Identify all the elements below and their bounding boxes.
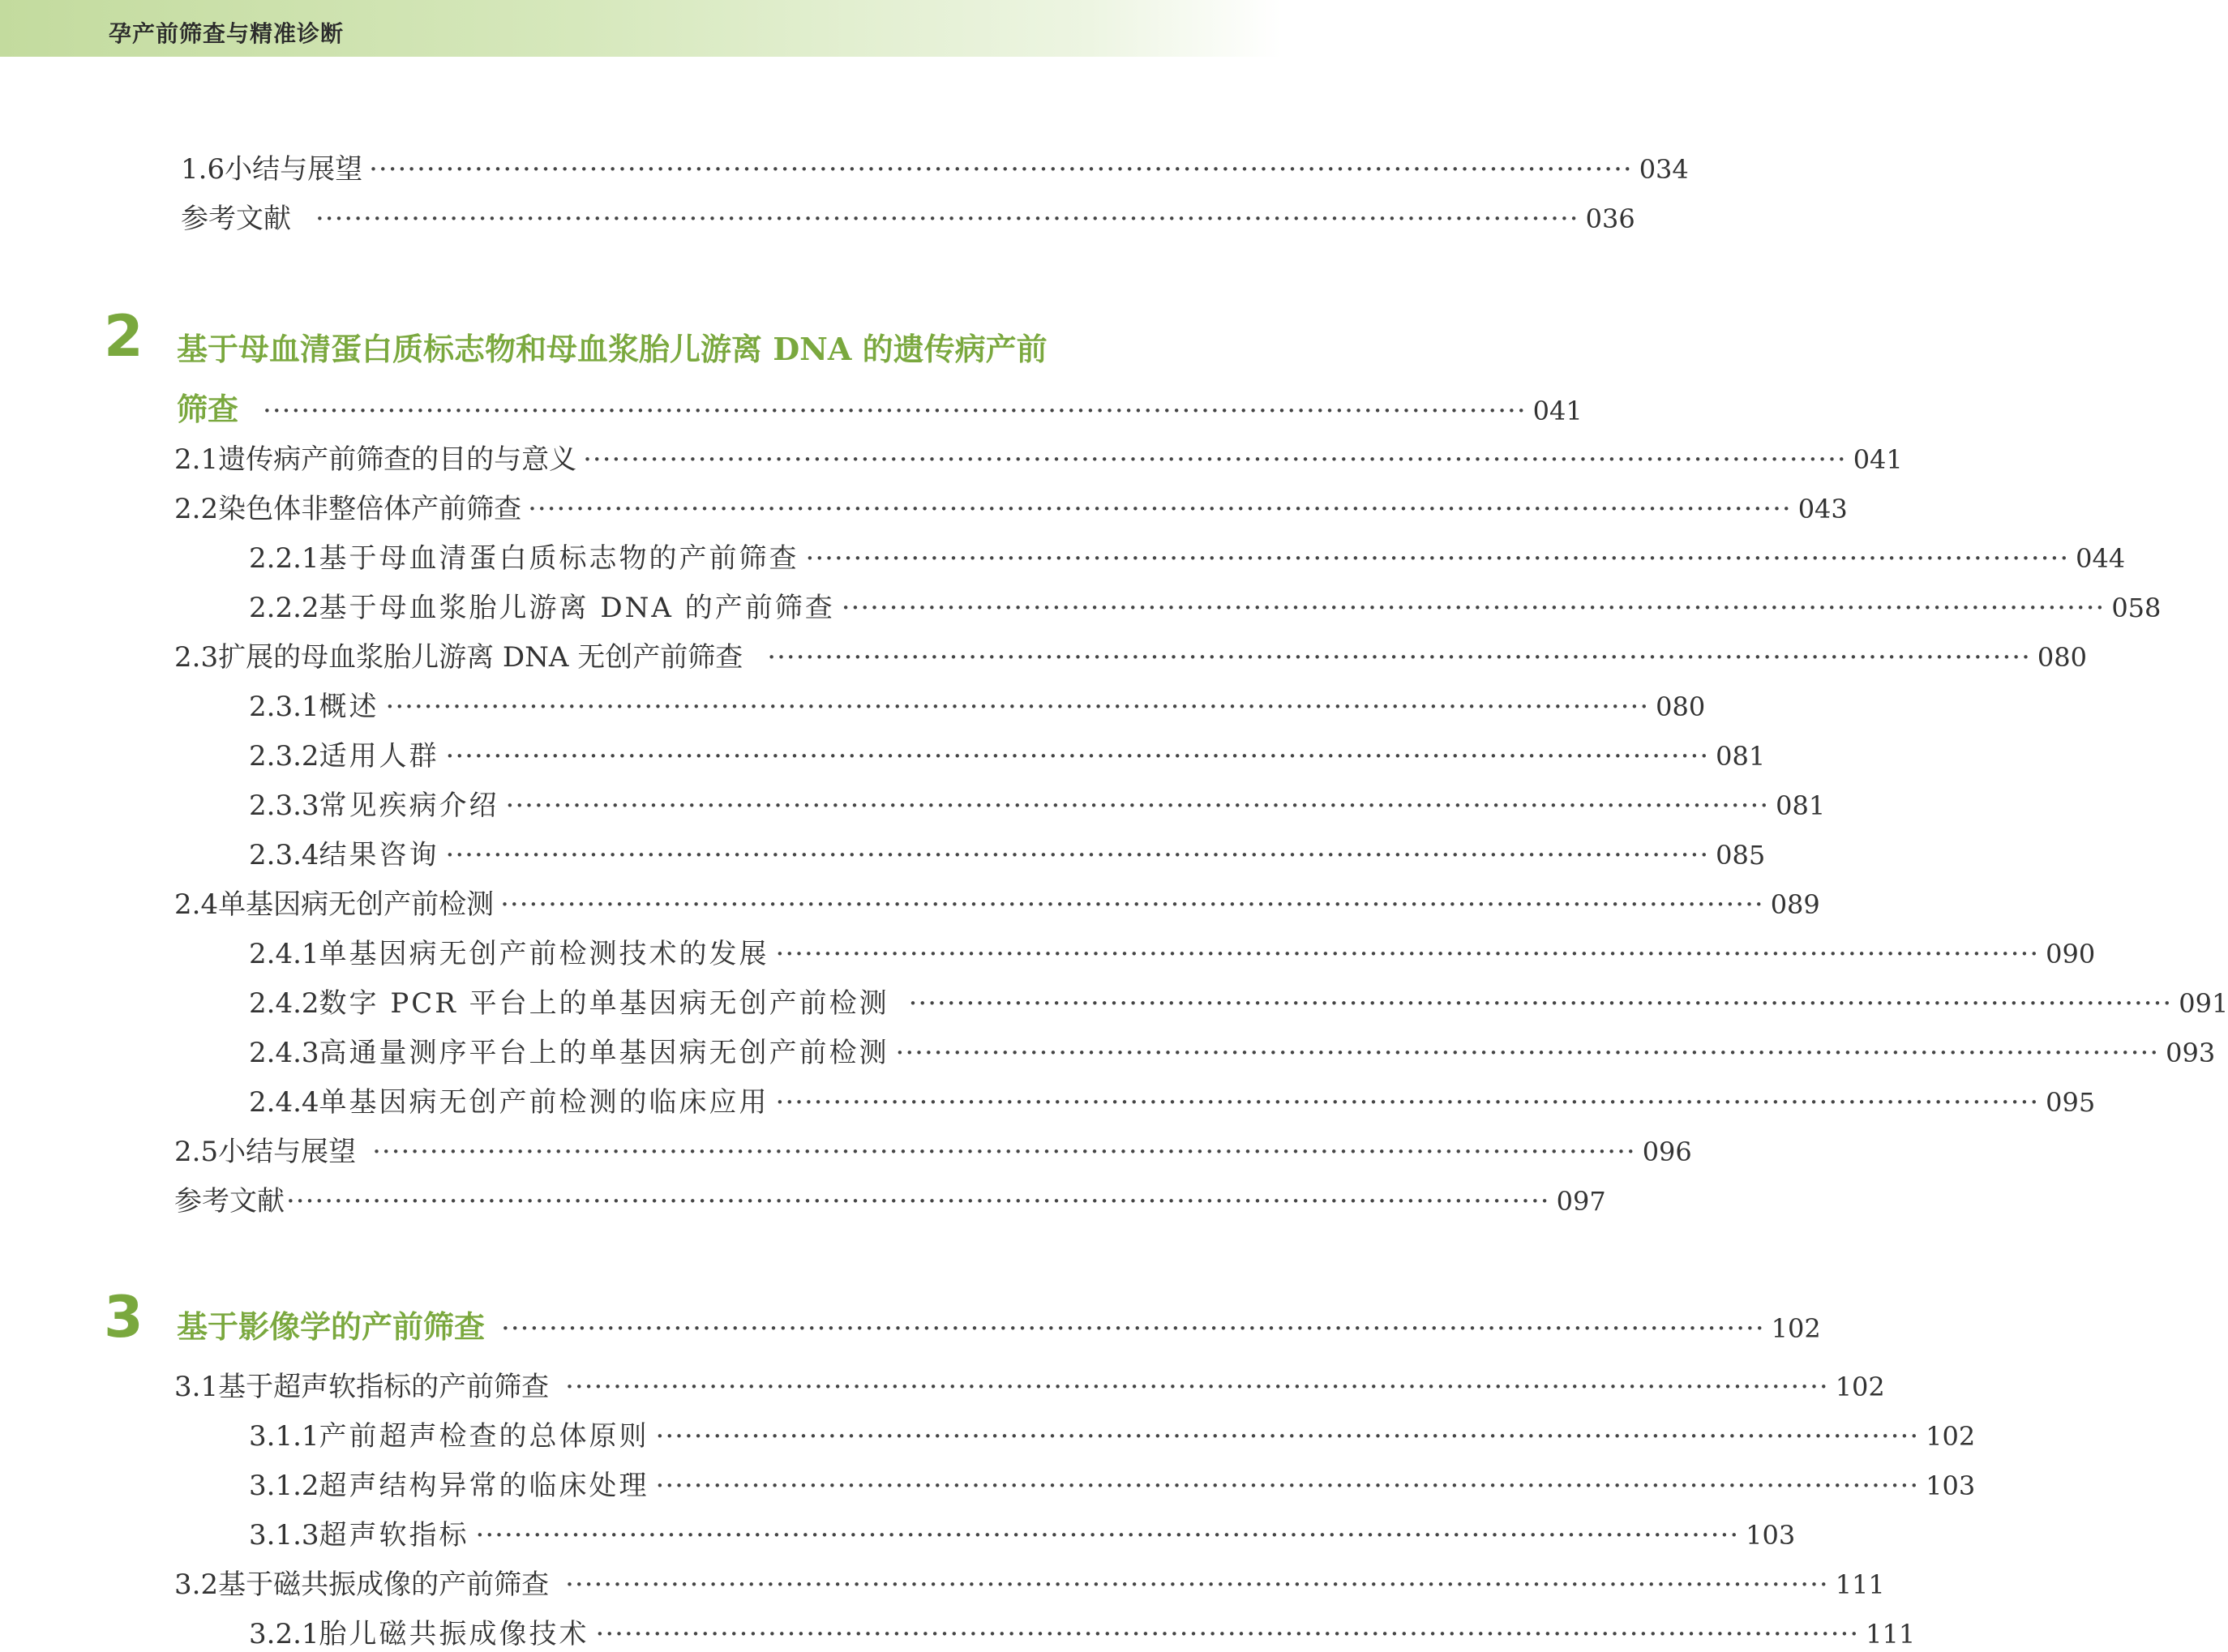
entry-page: 111 <box>1866 1619 1916 1650</box>
entry-number: 3.1.2 <box>249 1470 319 1502</box>
entry-title: 基于母血浆胎儿游离 DNA 的产前筛查 <box>319 592 835 624</box>
entry-page: 103 <box>1746 1520 1796 1551</box>
entry-page: 081 <box>1776 790 1826 821</box>
entry-page: 097 <box>1556 1186 1606 1217</box>
toc-entry[interactable] <box>181 152 1689 187</box>
entry-title: 产前超声检查的总体原则 <box>319 1420 649 1453</box>
entry-number: 2.2.2 <box>249 592 319 624</box>
chapter-number: 2 <box>104 303 144 370</box>
entry-page: 080 <box>2037 642 2087 673</box>
leader-dots: ···································································································································· <box>805 542 2070 575</box>
entry-number: 2.3.2 <box>249 740 319 773</box>
entry-title: 超声结构异常的临床处理 <box>319 1470 649 1502</box>
entry-title: 小结与展望 <box>218 1136 357 1168</box>
leader-dots: ···································································································································· <box>908 987 2173 1020</box>
toc-entry[interactable] <box>249 1616 1916 1652</box>
entry-title: 基于磁共振成像的产前筛查 <box>218 1569 550 1601</box>
chapter-title-line2: 筛查 <box>177 391 239 427</box>
entry-page: 096 <box>1642 1136 1692 1167</box>
leader-dots: ···································································································································· <box>841 592 2106 624</box>
entry-number: 3.2.1 <box>249 1618 319 1650</box>
toc-entry[interactable] <box>174 1369 1885 1405</box>
entry-title: 基于母血清蛋白质标志物的产前筛查 <box>319 542 799 575</box>
toc-entry[interactable] <box>174 640 2087 675</box>
entry-page: 102 <box>1926 1421 1976 1452</box>
entry-number: 2.4.4 <box>249 1086 319 1119</box>
leader-dots: ···································································································································· <box>595 1618 1860 1650</box>
entry-number: 2.3.4 <box>249 839 319 871</box>
leader-dots: ···································································································································· <box>385 691 1650 723</box>
toc-entry[interactable] <box>249 1517 1796 1553</box>
entry-title: 超声软指标 <box>319 1519 469 1551</box>
entry-number: 2.1 <box>174 443 219 476</box>
leader-dots: ···································································································································· <box>500 888 1764 921</box>
entry-title: 单基因病无创产前检测技术的发展 <box>319 938 769 970</box>
leader-dots: ···································································································································· <box>767 641 2031 674</box>
entry-title: 单基因病无创产前检测 <box>218 888 495 921</box>
leader-dots: ···································································································································· <box>369 153 1633 186</box>
entry-title: 结果咨询 <box>319 839 439 871</box>
toc-entry[interactable] <box>174 887 1820 922</box>
entry-number: 2.4.3 <box>249 1037 319 1069</box>
leader-dots: ···································································································································· <box>445 740 1710 773</box>
chapter-title-entry[interactable] <box>177 1308 1821 1345</box>
toc-entry[interactable] <box>174 491 1848 527</box>
toc-entry[interactable] <box>249 986 2228 1021</box>
entry-title: 单基因病无创产前检测的临床应用 <box>319 1086 769 1119</box>
entry-page: 080 <box>1656 691 1706 722</box>
entry-page: 102 <box>1771 1313 1821 1344</box>
entry-page: 034 <box>1639 154 1689 185</box>
leader-dots: ···································································································································· <box>286 1185 1550 1218</box>
entry-title: 参考文献 <box>181 203 291 235</box>
entry-title: 高通量测序平台上的单基因病无创产前检测 <box>319 1037 889 1069</box>
toc-entry[interactable] <box>181 201 1635 237</box>
toc-entry[interactable] <box>174 1183 1606 1219</box>
entry-title: 遗传病产前筛查的目的与意义 <box>218 443 577 476</box>
leader-dots: ···································································································································· <box>528 493 1792 525</box>
leader-dots: ···································································································································· <box>775 1086 2040 1119</box>
entry-page: 041 <box>1853 444 1903 475</box>
entry-number: 3.1.3 <box>249 1519 319 1551</box>
entry-title: 基于超声软指标的产前筛查 <box>218 1371 550 1403</box>
leader-dots: ···································································································································· <box>315 203 1579 235</box>
entry-title: 扩展的母血浆胎儿游离 DNA 无创产前筛查 <box>218 641 743 674</box>
entry-page: 043 <box>1797 494 1848 524</box>
entry-number: 2.4.2 <box>249 987 319 1020</box>
entry-page: 111 <box>1835 1569 1885 1600</box>
entry-number: 3.1.1 <box>249 1420 319 1453</box>
leader-dots: ···································································································································· <box>445 839 1710 871</box>
entry-page: 081 <box>1716 741 1766 772</box>
entry-page: 036 <box>1585 203 1635 234</box>
entry-title: 小结与展望 <box>225 153 363 186</box>
toc-entry[interactable] <box>249 837 1766 873</box>
entry-title: 概述 <box>319 691 379 723</box>
entry-page: 095 <box>2046 1087 2096 1118</box>
toc-entry[interactable] <box>249 738 1766 774</box>
entry-page: 091 <box>2179 988 2228 1019</box>
chapter-title: 基于影像学的产前筛查 <box>177 1308 486 1345</box>
toc-entry[interactable] <box>174 442 1903 477</box>
entry-title: 参考文献 <box>174 1185 285 1218</box>
entry-page: 058 <box>2111 593 2162 623</box>
entry-number: 2.4.1 <box>249 938 319 970</box>
book-title: 孕产前筛查与精准诊断 <box>109 20 345 47</box>
leader-dots: ···································································································································· <box>263 395 1527 427</box>
entry-number: 1.6 <box>181 153 225 186</box>
entry-page: 090 <box>2046 939 2096 969</box>
toc-entry[interactable] <box>249 1085 2096 1120</box>
toc-entry[interactable] <box>249 788 1826 824</box>
entry-number: 3.1 <box>174 1371 219 1403</box>
toc-entry[interactable] <box>249 1419 1976 1454</box>
leader-dots: ···································································································································· <box>565 1371 1829 1403</box>
leader-dots: ···································································································································· <box>655 1470 1920 1502</box>
running-header <box>0 0 1282 57</box>
entry-title: 数字 PCR 平台上的单基因病无创产前检测 <box>319 987 889 1020</box>
leader-dots: ···································································································································· <box>372 1136 1636 1168</box>
entry-number: 2.4 <box>174 888 219 921</box>
chapter-number: 3 <box>104 1284 144 1350</box>
toc-entry[interactable] <box>249 936 2096 972</box>
entry-page: 089 <box>1770 889 1820 920</box>
toc-entry[interactable] <box>249 689 1706 725</box>
entry-number: 2.5 <box>174 1136 219 1168</box>
leader-dots: ···································································································································· <box>655 1420 1920 1453</box>
entry-title: 常见疾病介绍 <box>319 790 499 822</box>
entry-page: 085 <box>1716 840 1766 871</box>
chapter-title-continued[interactable] <box>177 391 1583 427</box>
leader-dots: ···································································································································· <box>565 1569 1829 1601</box>
entry-page: 093 <box>2166 1038 2216 1068</box>
entry-title: 胎儿磁共振成像技术 <box>319 1618 589 1650</box>
leader-dots: ···································································································································· <box>501 1312 1765 1345</box>
leader-dots: ···································································································································· <box>775 938 2040 970</box>
toc-entry[interactable] <box>249 1035 2216 1071</box>
toc-entry[interactable] <box>174 1134 1692 1170</box>
toc-entry[interactable] <box>249 590 2162 626</box>
entry-title: 适用人群 <box>319 740 439 773</box>
toc-entry[interactable] <box>249 541 2126 576</box>
leader-dots: ···································································································································· <box>895 1037 2160 1069</box>
entry-number: 2.3.3 <box>249 790 319 822</box>
entry-number: 2.3.1 <box>249 691 319 723</box>
leader-dots: ···································································································································· <box>475 1519 1740 1551</box>
entry-page: 041 <box>1532 396 1583 426</box>
leader-dots: ···································································································································· <box>505 790 1770 822</box>
entry-number: 2.2.1 <box>249 542 319 575</box>
chapter-title[interactable]: 基于母血清蛋白质标志物和母血浆胎儿游离 DNA 的遗传病产前 <box>177 331 1048 367</box>
entry-number: 2.2 <box>174 493 219 525</box>
entry-page: 102 <box>1835 1372 1885 1402</box>
leader-dots: ···································································································································· <box>583 443 1847 476</box>
toc-entry[interactable] <box>249 1468 1976 1504</box>
entry-number: 3.2 <box>174 1569 219 1601</box>
entry-number: 2.3 <box>174 641 219 674</box>
entry-page: 044 <box>2076 543 2126 574</box>
entry-page: 103 <box>1926 1470 1976 1501</box>
entry-title: 染色体非整倍体产前筛查 <box>218 493 522 525</box>
toc-entry[interactable] <box>174 1567 1885 1603</box>
